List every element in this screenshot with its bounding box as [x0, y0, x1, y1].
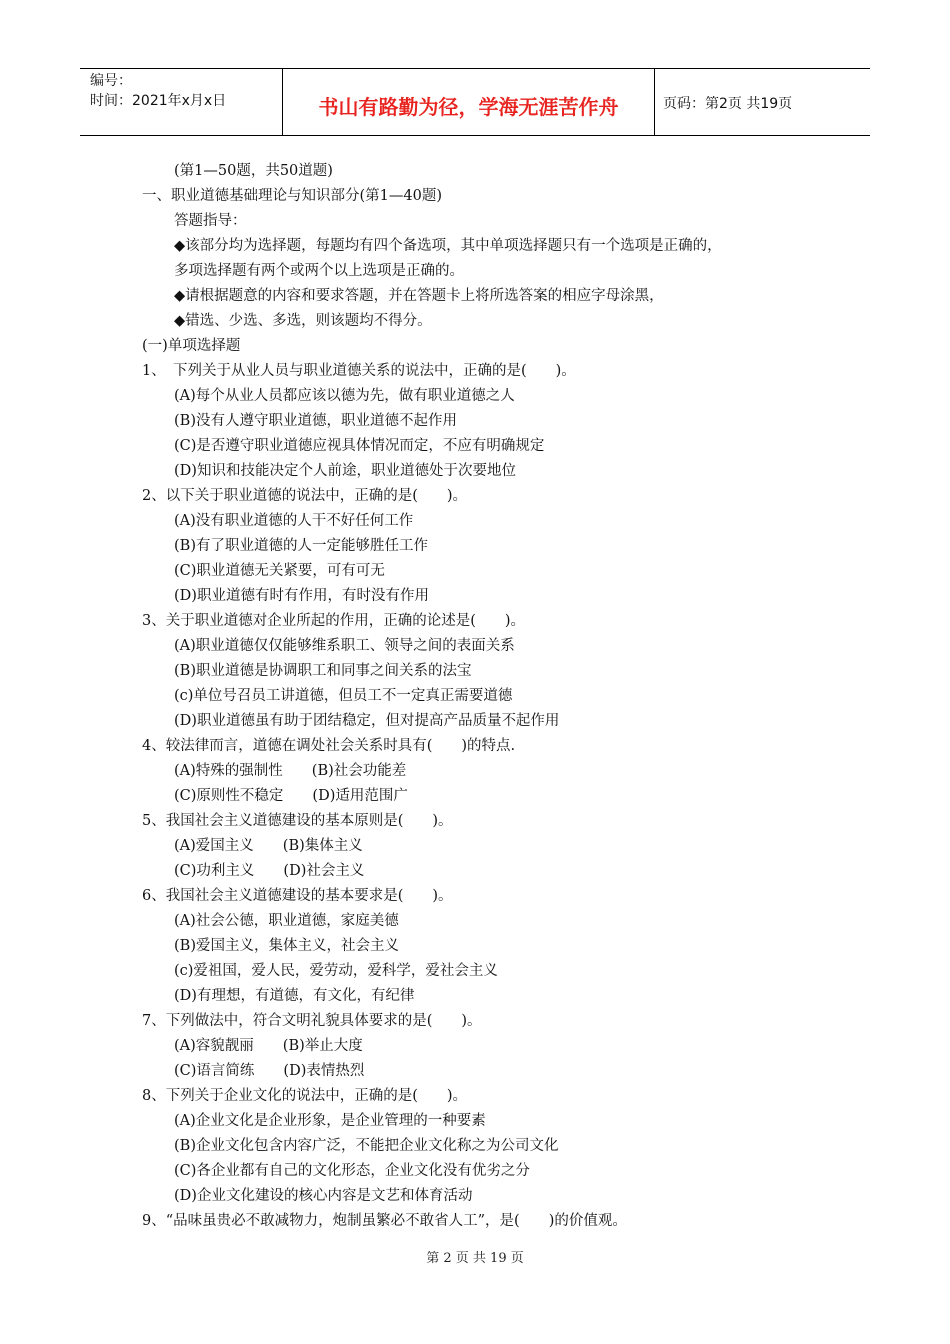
subsection-heading: (一)单项选择题 — [142, 338, 241, 354]
answer-option: (A)职业道德仅仅能够维系职工、领导之间的表面关系 — [174, 638, 515, 654]
answer-option: (B)爱国主义，集体主义，社会主义 — [174, 938, 399, 954]
answer-option: (B)没有人遵守职业道德，职业道德不起作用 — [174, 413, 457, 429]
exam-range: (第1—50题，共50道题) — [174, 163, 333, 179]
answer-option: (D)职业道德有时有作用，有时没有作用 — [174, 588, 429, 604]
doc-number-label: 编号： — [90, 73, 132, 89]
answer-option: (C)是否遵守职业道德应视具体情况而定，不应有明确规定 — [174, 438, 545, 454]
answer-option: (A)社会公德，职业道德，家庭美德 — [174, 913, 399, 929]
header-meta-cell — [80, 69, 283, 135]
header-motto-cell — [283, 69, 655, 135]
question-stem: 4、较法律而言，道德在调处社会关系时具有( )的特点. — [142, 738, 516, 754]
answer-option: (D)企业文化建设的核心内容是文艺和体育活动 — [174, 1188, 473, 1204]
instruction-line: ◆请根据题意的内容和要求答题，并在答题卡上将所选答案的相应字母涂黑， — [174, 288, 664, 304]
answer-option: (A)每个从业人员都应该以德为先，做有职业道德之人 — [174, 388, 515, 404]
answer-option: (C)语言简练 (D)表情热烈 — [174, 1063, 365, 1079]
answer-option: (A)特殊的强制性 (B)社会功能差 — [174, 763, 407, 779]
answer-option: (B)有了职业道德的人一定能够胜任工作 — [174, 538, 428, 554]
answer-option: (c)爱祖国，爱人民，爱劳动，爱科学，爱社会主义 — [174, 963, 498, 979]
question-stem: 5、我国社会主义道德建设的基本原则是( )。 — [142, 813, 453, 829]
instruction-line: 多项选择题有两个或两个以上选项是正确的。 — [174, 263, 464, 279]
answer-option: (A)企业文化是企业形象，是企业管理的一种要素 — [174, 1113, 486, 1129]
instructions-heading: 答题指导： — [174, 213, 247, 229]
question-stem: 3、关于职业道德对企业所起的作用，正确的论述是( )。 — [142, 613, 526, 629]
question-stem: 1、 下列关于从业人员与职业道德关系的说法中，正确的是( )。 — [142, 363, 576, 379]
answer-option: (B)企业文化包含内容广泛，不能把企业文化称之为公司文化 — [174, 1138, 559, 1154]
question-stem: 7、下列做法中，符合文明礼貌具体要求的是( )。 — [142, 1013, 482, 1029]
doc-date: 时间：2021年x月x日 — [90, 93, 227, 109]
answer-option: (D)职业道德虽有助于团结稳定，但对提高产品质量不起作用 — [174, 713, 560, 729]
answer-option: (c)单位号召员工讲道德，但员工不一定真正需要道德 — [174, 688, 513, 704]
answer-option: (D)知识和技能决定个人前途，职业道德处于次要地位 — [174, 463, 516, 479]
instruction-line: ◆该部分均为选择题，每题均有四个备选项，其中单项选择题只有一个选项是正确的， — [174, 238, 722, 254]
motto-text: 书山有路勤为径，学海无涯苦作舟 — [318, 95, 619, 119]
instruction-line: ◆错选、少选、多选，则该题均不得分。 — [174, 313, 432, 329]
header-table — [80, 68, 870, 136]
answer-option: (C)功利主义 (D)社会主义 — [174, 863, 365, 879]
page-footer: 第 2 页 共 19 页 — [426, 1251, 524, 1266]
section-heading: 一、职业道德基础理论与知识部分(第1—40题) — [142, 188, 442, 204]
answer-option: (B)职业道德是协调职工和同事之间关系的法宝 — [174, 663, 472, 679]
question-stem: 2、以下关于职业道德的说法中，正确的是( )。 — [142, 488, 468, 504]
page-info: 页码：第2页 共19页 — [663, 96, 793, 112]
answer-option: (A)爱国主义 (B)集体主义 — [174, 838, 363, 854]
question-stem: 9、“品味虽贵必不敢减物力，炮制虽繁必不敢省人工”，是( )的价值观。 — [142, 1213, 627, 1229]
question-stem: 6、我国社会主义道德建设的基本要求是( )。 — [142, 888, 453, 904]
header-page-cell — [655, 69, 870, 135]
answer-option: (C)原则性不稳定 (D)适用范围广 — [174, 788, 408, 804]
answer-option: (A)没有职业道德的人干不好任何工作 — [174, 513, 414, 529]
answer-option: (D)有理想，有道德，有文化，有纪律 — [174, 988, 415, 1004]
answer-option: (C)各企业都有自己的文化形态，企业文化没有优劣之分 — [174, 1163, 530, 1179]
answer-option: (C)职业道德无关紧要，可有可无 — [174, 563, 385, 579]
question-stem: 8、下列关于企业文化的说法中，正确的是( )。 — [142, 1088, 468, 1104]
answer-option: (A)容貌靓丽 (B)举止大度 — [174, 1038, 363, 1054]
